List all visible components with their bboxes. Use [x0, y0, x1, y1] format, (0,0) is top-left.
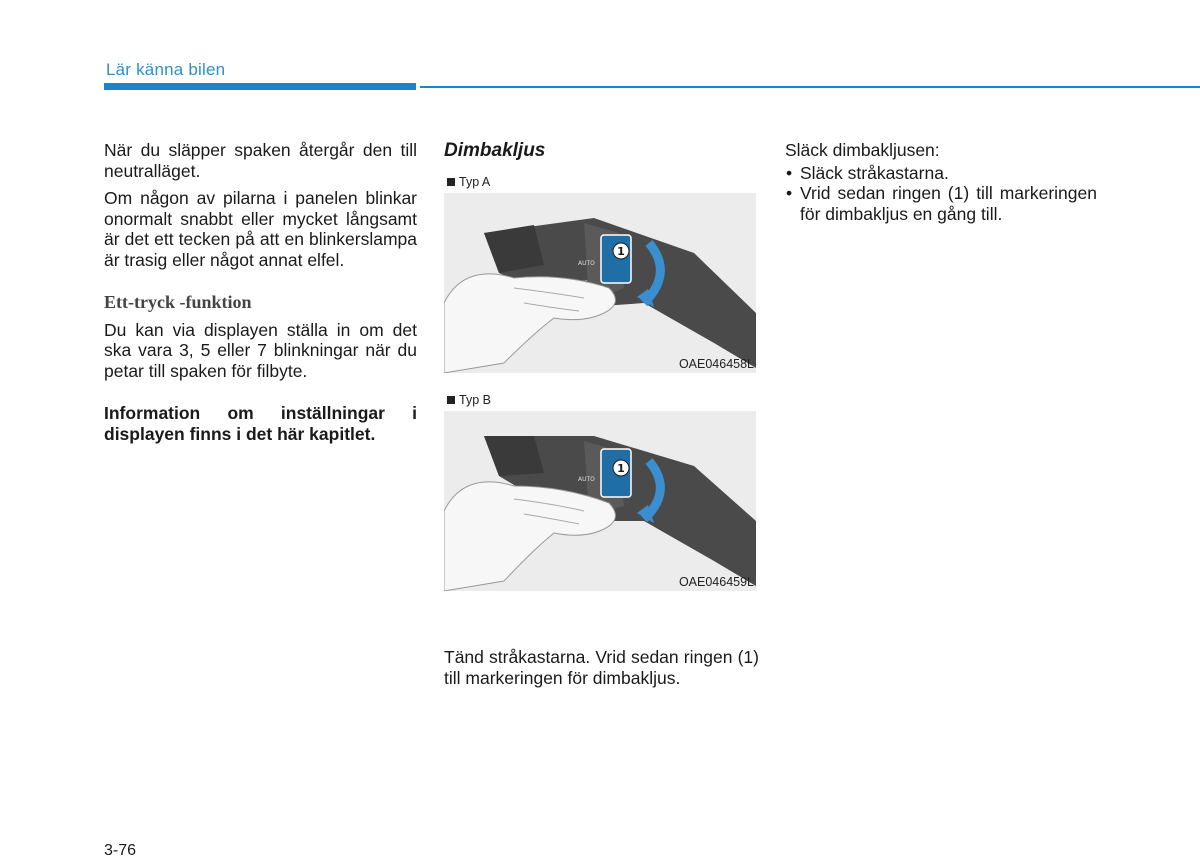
chapter-title: Lär känna bilen	[106, 60, 226, 79]
figure-b-label	[447, 393, 491, 407]
auto-label-b: AUTO	[578, 476, 595, 483]
left-column	[104, 140, 417, 444]
ring-marker-a: 1	[617, 245, 625, 258]
figure-b-code: OAE046459L	[678, 575, 754, 589]
figure-a	[444, 193, 756, 373]
auto-label-a: AUTO	[578, 260, 595, 267]
subheading-one-touch: Ett-tryck -funktion	[104, 292, 252, 312]
note-display-settings: Information om inställningar i displayen finns i det här kapitlet.	[104, 403, 417, 444]
paragraph-release-lever: När du släpper spaken återgår den till neutralläget.	[104, 140, 417, 181]
stalk-illustration-a	[444, 193, 756, 373]
square-bullet-icon	[447, 396, 455, 404]
header-rule-thick	[104, 83, 416, 90]
turn-off-steps	[785, 163, 1097, 225]
middle-column	[444, 140, 756, 162]
paragraph-blinking-arrows: Om någon av pilarna i panelen blinkar onormalt snabbt eller mycket långsamt är det ett tecken på att en blinkerslampa är trasig eller något annat elfel.	[104, 188, 417, 270]
figure-b-type: Typ B	[459, 393, 491, 407]
paragraph-one-touch: Du kan via displayen ställa in om det ska vara 3, 5 eller 7 blinkningar när du petar till spaken för filbyte.	[104, 319, 417, 381]
stalk-illustration-b	[444, 411, 756, 591]
section-title-rear-fog: Dimbakljus	[444, 140, 546, 161]
intro-turn-off: Släck dimbakljusen:	[785, 140, 940, 160]
square-bullet-icon	[447, 178, 455, 186]
figure-a-type: Typ A	[459, 175, 491, 189]
figure-a-code: OAE046458L	[678, 357, 754, 371]
header-rule-thin	[420, 86, 1200, 88]
figure-caption: Tänd stråkastarna. Vrid sedan ringen (1) till markeringen för dimbakljus.	[444, 646, 759, 688]
list-item: • Vrid sedan ringen (1) till markeringen för dimbakljus en gång till.	[785, 183, 1097, 224]
right-column	[785, 140, 1097, 224]
list-item: • Släck stråkastarna.	[785, 163, 1097, 184]
figure-a-label	[447, 175, 490, 189]
figure-b	[444, 411, 756, 591]
ring-marker-b: 1	[617, 462, 625, 475]
page-number: 3-76	[104, 842, 137, 859]
